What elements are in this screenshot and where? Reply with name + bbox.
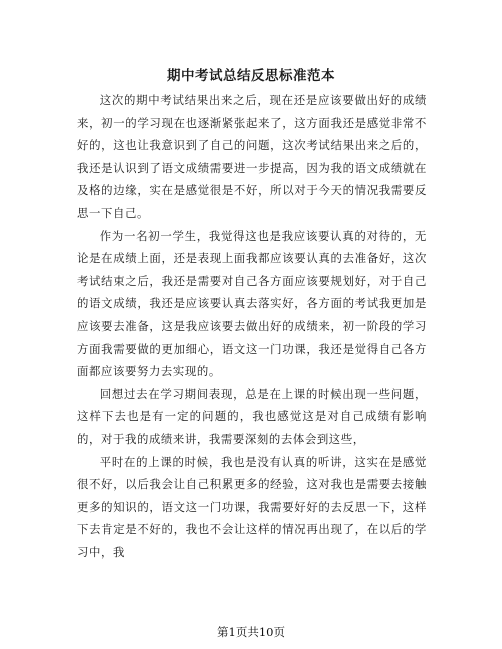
document-body bbox=[77, 89, 427, 563]
paragraph-4: 平时在的上课的时候，我也是没有认真的听讲，这实在是感觉很不好，以后我会让自己积累更多的经验，这对我也是需要去接触更多的知识的，语文这一门功课，我需要好好的去反思一下，这样下去肯定是不好的，我也不会让这样的情况再出现了，在以后的学习中，我 bbox=[77, 454, 427, 559]
page-number-footer: 第1页共10页 bbox=[217, 625, 285, 639]
document-title: 期中考试总结反思标准范本 bbox=[167, 68, 335, 84]
paragraph-2: 作为一名初一学生，我觉得这也是我应该要认真的对待的，无论是在成绩上面，还是表现上面我都应该要认真的去准备好，这次考试结束之后，我还是需要对自己各方面应该要规划好，对于自己的语文成绩，我还是应该要认真去落实好，各方面的考试我更加是应该要去准备，这是我应该要去做出好的成绩来，初一阶段的学习方面我需要做的更加细心，语文这一门功课，我还是觉得自己各方面都应该要努力去实现的。 bbox=[77, 228, 427, 379]
paragraph-1: 这次的期中考试结果出来之后，现在还是应该要做出好的成绩来，初一的学习现在也逐渐紧张起来了，这方面我还是感觉非常不好的，这也让我意识到了自己的问题，这次考试结果出来之后的，我还是认识到了语文成绩需要进一步提高，因为我的语文成绩就在及格的边缘，实在是感觉很是不好，所以对于今天的情况我需要反思一下自己。 bbox=[77, 93, 427, 220]
paragraph-3: 回想过去在学习期间表现，总是在上课的时候出现一些问题，这样下去也是有一定的问题的，我也感觉这是对自己成绩有影响的，对于我的成绩来讲，我需要深刻的去体会到这些， bbox=[77, 386, 427, 446]
